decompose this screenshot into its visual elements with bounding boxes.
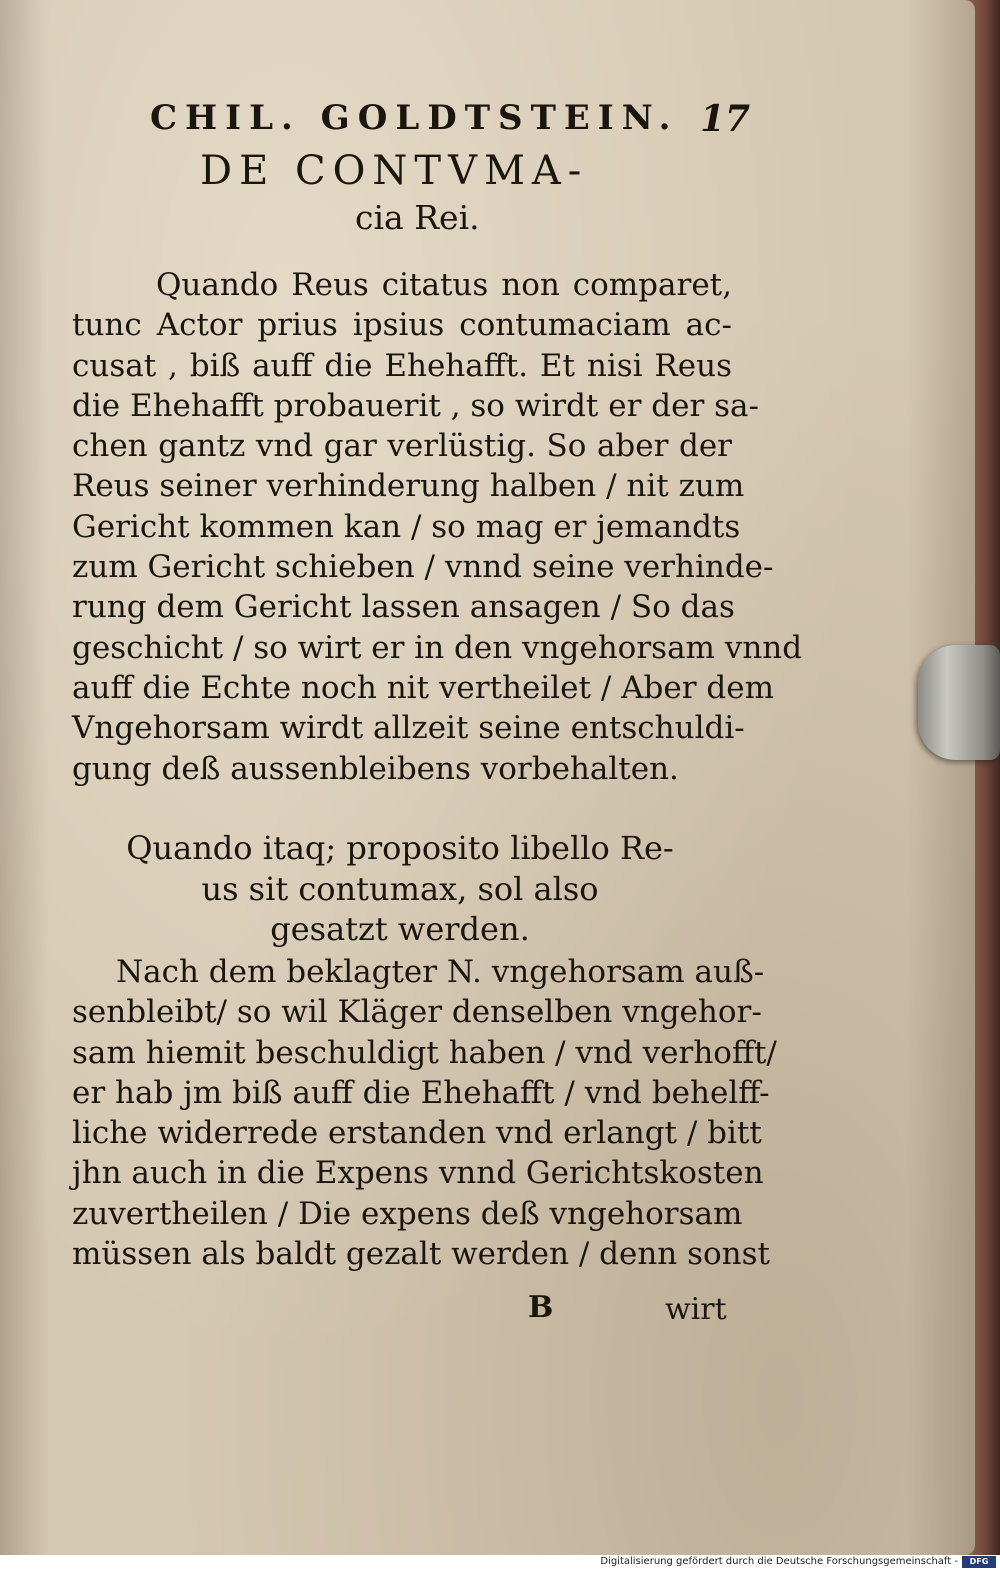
text-line: Reus seiner verhinderung halben / nit zum [72,468,745,505]
paragraph-2 [72,952,777,1274]
footer-credit: Digitalisierung gefördert durch die Deutsche Forschungsgemeinschaft - [600,1556,958,1567]
text-line: auff die Echte noch nit vertheilet / Aber dem [72,669,774,706]
text-line: zuvertheilen / Die expens deß vngehorsam [72,1195,743,1232]
text-line: sam hiemit beschuldigt haben / vnd verhofft/ [72,1034,777,1071]
text-line: senbleibt/ so wil Kläger denselben vngehor- [72,994,762,1031]
text-line: die Ehehafft probauerit , so wirdt er der sa- [72,387,759,424]
text-line: jhn auch in die Expens vnnd Gerichtskosten [72,1155,764,1192]
text-line: geschicht / so wirt er in den vngehorsam vnnd [72,629,803,666]
page-number: 17 [700,98,751,140]
catchword: wirt [665,1292,727,1327]
text-line: us sit contumax, sol also [201,869,599,908]
metal-clasp [918,645,1000,760]
dfg-logo: DFG [962,1556,996,1568]
header-line [150,98,750,146]
text-line: liche widerrede erstanden vnd erlangt / bitt [72,1115,762,1152]
text-line: Quando itaq; proposito libello Re- [126,829,674,867]
text-line: Vngehorsam wirdt allzeit seine entschuldi- [72,710,745,747]
signature-mark: B [528,1290,554,1325]
paragraph-1 [72,265,803,789]
chapter-title-line-1: DE CONTVMA- [200,148,589,194]
text-line: zum Gericht schieben / vnnd seine verhinde- [72,549,774,586]
text-line: tunc Actor prius ipsius contumaciam ac- [72,307,732,344]
text-line: Gericht kommen kan / so mag er jemandts [72,508,741,545]
subheading [100,828,700,950]
text-line: rung dem Gericht lassen ansagen / So das [72,589,735,626]
text-line: cusat , biß auff die Ehehafft. Et nisi Reus [72,347,732,384]
chapter-title-line-2: cia Rei. [355,198,480,237]
text-line: er hab jm biß auff die Ehehafft / vnd behelff- [72,1074,770,1111]
text-line: Nach dem beklagter N. vngehorsam auß- [116,954,765,990]
text-line: Quando Reus citatus non comparet, [156,267,732,303]
running-head: CHIL. GOLDTSTEIN. [150,98,679,138]
text-line: gung deß aussenbleibens vorbehalten. [72,750,679,787]
text-line: chen gantz vnd gar verlüstig. So aber der [72,428,732,465]
text-line: müssen als baldt gezalt werden / denn sonst [72,1236,771,1273]
text-line: gesatzt werden. [270,910,530,948]
